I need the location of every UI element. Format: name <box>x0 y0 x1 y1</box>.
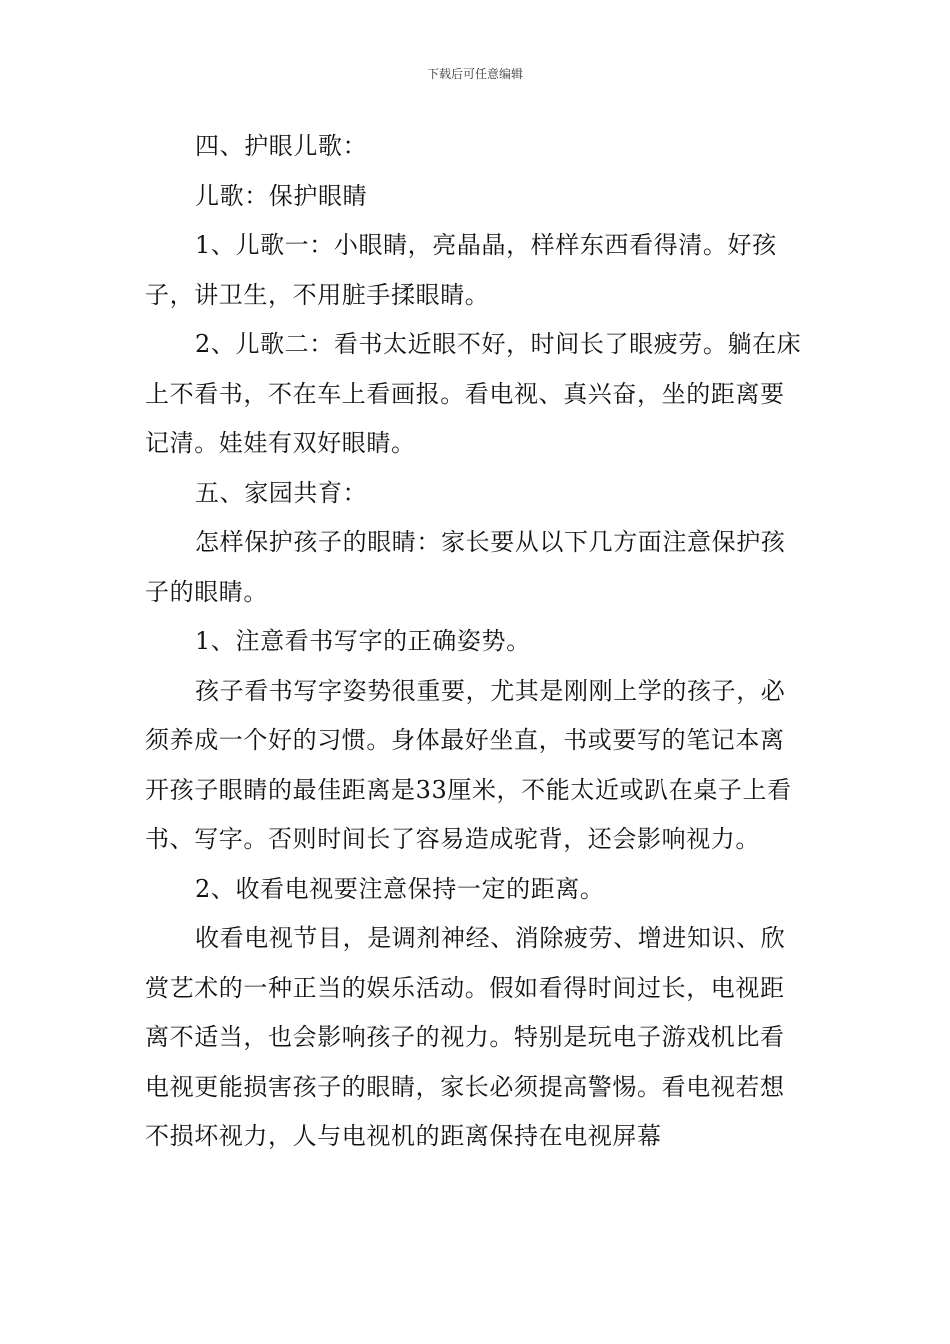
paragraph-posture: 孩子看书写字姿势很重要，尤其是刚刚上学的孩子，必须养成一个好的习惯。身体最好坐直，书或要写的笔记本离开孩子眼睛的最佳距离是33厘米，不能太近或趴在桌子上看书、写字。否则时间长了容易造成驼背，还会影响视力。 <box>145 676 792 853</box>
rhyme-one: 1、儿歌一：小眼睛，亮晶晶，样样东西看得清。好孩子，讲卫生，不用脏手揉眼睛。 <box>145 231 777 309</box>
point-one-heading: 1、注意看书写字的正确姿势。 <box>195 627 531 655</box>
rhyme-title: 儿歌：保护眼睛 <box>195 181 368 210</box>
document-body <box>145 122 807 1162</box>
section-heading-home-school: 五、家园共育： <box>195 478 368 507</box>
point-two-heading: 2、收看电视要注意保持一定的距离。 <box>195 874 605 903</box>
paragraph-intro: 怎样保护孩子的眼睛：家长要从以下几方面注意保护孩子的眼睛。 <box>145 528 786 606</box>
paragraph-tv-distance: 收看电视节目，是调剂神经、消除疲劳、增进知识、欣赏艺术的一种正当的娱乐活动。假如看得时间过长，电视距离不适当，也会影响孩子的视力。特别是玩电子游戏机比看电视更能损害孩子的眼睛，家长必须提高警惕。看电视若想不损坏视力，人与电视机的距离保持在电视屏幕 <box>145 924 786 1150</box>
rhyme-two: 2、儿歌二：看书太近眼不好，时间长了眼疲劳。躺在床上不看书，不在车上看画报。看电视、真兴奋，坐的距离要记清。娃娃有双好眼睛。 <box>145 330 802 457</box>
section-heading-eye-rhymes: 四、护眼儿歌： <box>195 132 368 160</box>
page-header-note: 下载后可任意编辑 <box>426 67 523 81</box>
